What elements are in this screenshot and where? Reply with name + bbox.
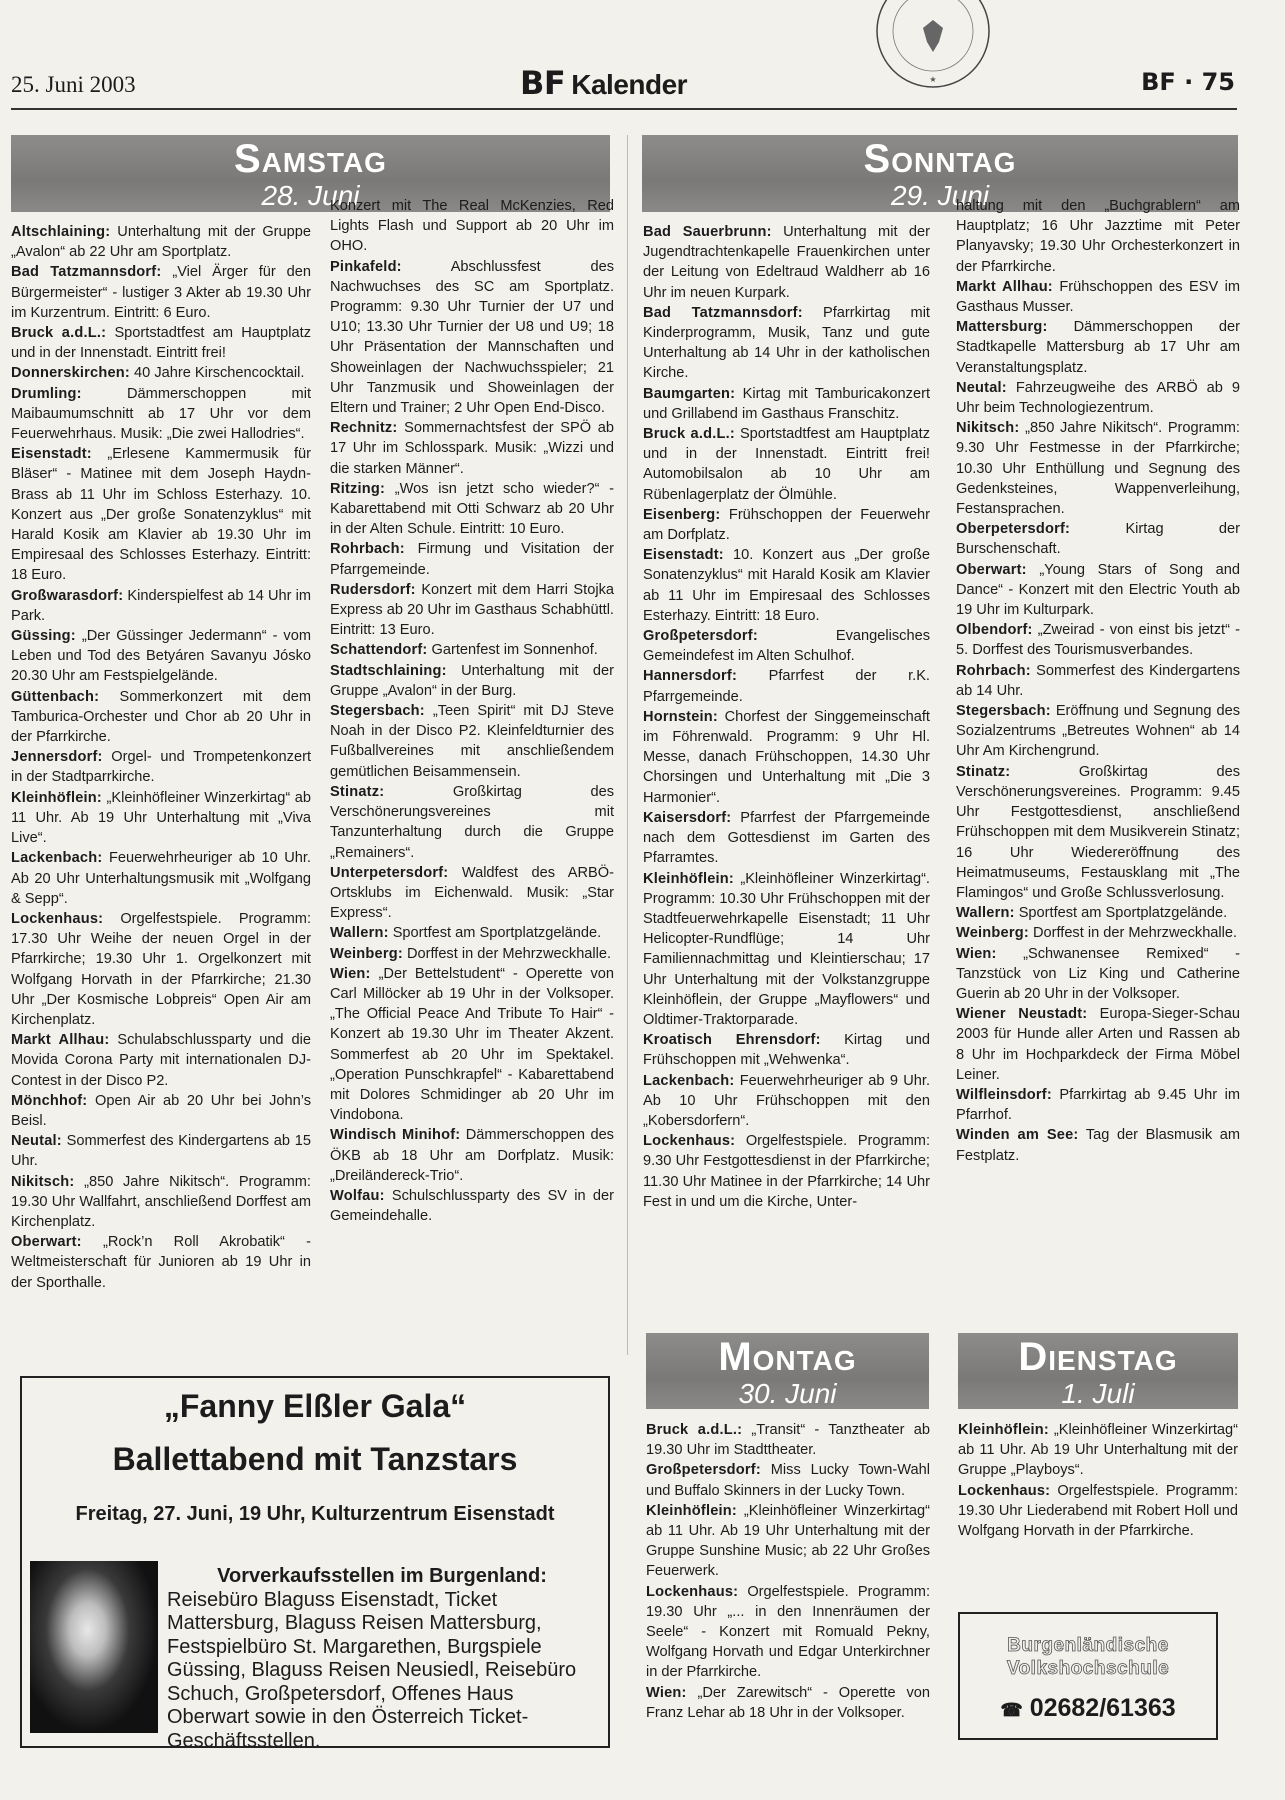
event-description: Pfarrfest der Pfarrgemeinde nach dem Gottesdienst im Garten des Pfarramtes. [643,809,930,867]
event-entry [330,640,614,660]
event-entry [11,1172,311,1233]
event-entry [11,848,311,909]
day-date: 28. Juni [261,180,360,211]
event-description: Dämmerschoppen mit Maibaumumschnitt ab 17 Uhr vor dem Feuerwehrhaus. Musik: „Die zwei Hallodries“. [11,385,311,443]
event-description: Gartenfest im Sonnenhof. [431,642,598,659]
ad-subtitle: Ballettabend mit Tanzstars [112,1441,518,1477]
event-entry [11,788,311,849]
event-description: Unterhaltung mit der Gruppe „Avalon“ ab 22 Uhr am Sportplatz. [11,224,311,261]
event-description: Chorfest der Singgemeinschaft im Föhrenwald. Programm: 9 Uhr Hl. Messe, danach Frühschoppen, 14.30 Uhr Chorsingen und Unterhaltung mit „Die 3 Harmonier“. [643,708,930,806]
event-entry [11,1232,311,1293]
event-entry [330,196,614,257]
event-place: Lackenbach: [643,1072,735,1089]
page-number: BF · 75 [1141,68,1235,96]
brand-logo: BF [520,64,566,102]
event-description: 10. Konzert aus „Der große Sonatenzyklus“ mit Harald Kosik am Klavier ab 11 Uhr im Empiresaal des Schlosses Esterhazy. Eintritt: 18 Euro. [643,547,930,624]
event-place: Rohrbach: [956,662,1031,679]
event-description: Sportstadtfest am Hauptplatz und in der Innenstadt. Eintritt frei! Automobilsalon ab 10 Uhr am Rübenlagerplatz der Ölmühle. [643,426,930,503]
event-description: Schulabschlussparty und die Movida Corona Party mit internationalen DJ-Contest in der Disco P2. [11,1032,311,1089]
event-place: Lockenhaus: [646,1583,739,1600]
day-name: Sonntag [863,137,1017,181]
event-place: Nikitsch: [11,1173,75,1190]
event-entry [956,701,1240,762]
event-entry [11,1131,311,1171]
event-place: Kroatisch Ehrensdorf: [643,1032,821,1049]
event-place: Bad Tatzmannsdorf: [11,264,162,281]
event-entry [643,1071,930,1132]
event-place: Bruck a.d.L.: [646,1422,743,1438]
event-place: Rechnitz: [330,420,398,437]
column-divider [627,135,628,1355]
day-date: 1. Juli [1061,1378,1135,1409]
event-entry [330,580,614,641]
event-place: Kleinhöflein: [646,1502,737,1519]
event-entry [956,196,1240,277]
event-place: Mönchhof: [11,1092,88,1109]
event-place: Jennersdorf: [11,749,103,766]
event-description: Großkirtag des Verschönerungsvereines. Programm: 9.45 Uhr Festgottesdienst, anschließend Frühschoppen mit dem Musikverein Stinatz; 16 Uhr Wiedereröffnung des Heimatmuseums, Festausklang mit „The Flamingos“ und Große Schlussverlosung. [956,763,1240,901]
day-date: 30. Juni [738,1378,837,1409]
event-place: Nikitsch: [956,420,1020,437]
presale-heading: Vorverkaufsstellen im Burgenland: [217,1565,547,1587]
event-description: Sommernachtsfest der SPÖ ab 17 Uhr im Schlosspark. Musik: „Wizzi und die starken Männer“. [330,420,615,477]
event-place: Wolfau: [330,1187,385,1204]
event-entry [643,808,930,869]
event-description: Feuerwehrheuriger ab 10 Uhr. Ab 20 Uhr Unterhaltungsmusik mit „Wolfgang & Sepp“. [11,850,311,907]
event-description: Orgelfestspiele. Programm: 19.30 Uhr „... in den Innenräumen der Seele“ - Konzert mit Romuald Pekny, Wolfgang Horvath und Edgar Unterkirchner in der Pfarrkirche. [646,1583,930,1681]
event-place: Kleinhöflein: [11,789,102,806]
event-description: Orgelfestspiele. Programm: 9.30 Uhr Festgottesdienst in der Pfarrkirche; 11.30 Uhr Matinee in der Pfarrkirche; 14 Uhr Fest in und um die Kirche, Unter- [643,1133,930,1210]
event-place: Großpetersdorf: [643,628,758,645]
event-entry [956,1004,1240,1085]
event-description: Großkirtag des Verschönerungsvereines mit Tanzunterhaltung durch die Gruppe „Remainers“. [330,783,614,861]
event-place: Wilfleinsdorf: [956,1086,1052,1103]
event-description: Kirtag der Burschenschaft. [956,521,1240,558]
tuesday-banner [958,1333,1238,1409]
event-place: Ritzing: [330,480,386,497]
event-entry [643,424,930,505]
event-entry [643,869,930,1031]
event-place: Lockenhaus: [11,910,104,927]
event-entry [11,363,311,383]
event-description: Feuerwehrheuriger ab 9 Uhr. Ab 10 Uhr Frühschoppen mit den „Kobersdorfern“. [643,1072,930,1129]
event-place: Eisenstadt: [11,446,92,463]
event-entry [643,303,930,384]
event-place: Wallern: [956,905,1015,922]
section-title [520,64,687,102]
event-entry [646,1582,930,1683]
event-description: 40 Jahre Kirschencocktail. [134,365,305,382]
event-description: Sportfest am Sportplatzgelände. [392,925,602,942]
event-entry [330,418,614,479]
event-entry [643,384,930,424]
event-description: Schulschlussparty des SV in der Gemeindehalle. [330,1187,614,1225]
event-entry [956,923,1240,943]
event-place: Stadtschlaining: [330,662,447,679]
event-place: Rohrbach: [330,541,405,558]
event-entry [643,1030,930,1070]
event-place: Lockenhaus: [958,1482,1051,1499]
event-entry [956,378,1240,418]
event-place: Hannersdorf: [643,668,738,685]
event-place: Winden am See: [956,1127,1079,1144]
event-place: Olbendorf: [956,622,1033,639]
event-entry [330,701,614,782]
event-description: Tag der Blasmusik am Festplatz. [956,1127,1241,1164]
event-entry [643,626,930,666]
issue-date: 25. Juni 2003 [11,72,136,97]
event-entry [330,944,614,964]
event-entry [956,317,1240,378]
event-place: Bad Tatzmannsdorf: [643,304,803,321]
event-place: Mattersburg: [956,319,1048,336]
vhs-advertisement [958,1612,1218,1740]
event-place: Donnerskirchen: [11,365,130,382]
event-place: Wiener Neustadt: [956,1006,1088,1023]
event-place: Pinkafeld: [330,258,402,275]
gala-advertisement [20,1376,610,1752]
event-description: Abschlussfest des Nachwuchses des SC am Sportplatz. Programm: 9.30 Uhr Turnier der U7 und U10; 13.30 Uhr Turnier der U8 und U9; 18 Uhr Präsentation der Mannschaften und Showeinlagen der Nachwuchsspieler; 21 Uhr Tanzmusik und Showeinlagen der Eltern und Trainer; 2 Uhr Open End-Disco. [330,258,614,417]
event-description: Orgel- und Trompetenkonzert in der Stadtparrkirche. [11,749,311,786]
event-place: Kleinhöflein: [958,1422,1049,1438]
event-place: Wien: [956,945,997,962]
event-place: Großpetersdorf: [646,1462,761,1479]
event-description: Frühschoppen der Feuerwehr am Dorfplatz. [643,506,930,544]
event-description: „Transit“ - Tanztheater ab 19.30 Uhr im Stadttheater. [646,1422,930,1459]
event-description: Sommerkonzert mit dem Tamburica-Orchester und Chor ab 20 Uhr in der Pfarrkirche. [11,688,311,746]
event-description: „Kleinhöfleiner Winzerkirtag“ ab 11 Uhr. Ab 19 Uhr Unterhaltung mit „Viva Live“. [11,789,311,847]
event-entry [956,519,1240,559]
event-place: Hornstein: [643,708,718,725]
event-place: Weinberg: [956,925,1029,942]
event-entry [11,444,311,585]
event-entry [11,323,311,363]
event-description: „Der Zarewitsch“ - Operette von Franz Lehar ab 18 Uhr in der Volksoper. [646,1684,930,1721]
event-description: „Rock’n Roll Akrobatik“ - Weltmeisterschaft für Junioren ab 19 Uhr in der Sporthalle. [11,1234,311,1291]
event-description: Pfarrkirtag mit Kinderprogramm, Musik, Tanz und gute Unterhaltung ab 14 Uhr in der katholischen Kirche. [643,304,930,382]
event-place: Oberwart: [11,1234,82,1251]
day-date: 29. Juni [890,180,990,211]
event-place: Lackenbach: [11,850,103,867]
event-entry [11,384,311,445]
event-place: Stinatz: [956,763,1011,780]
library-stamp-icon [872,0,994,92]
event-place: Unterpetersdorf: [330,864,449,881]
header-rule [11,108,1237,110]
event-entry [11,909,311,1030]
event-entry [643,505,930,545]
event-description: „Kleinhöfleiner Winzerkirtag“. Programm: 10.30 Uhr Frühschoppen mit der Stadtfeuerwehrkapelle Eisenstadt; 11 Uhr Helicopter-Rundflüge; 14 Uhr Familiennachmittag und Kleintierschau; 17 Uhr Unterhaltung mit der Volkstanzgruppe Kleinhöflein, der Gruppe „Mayflowers“ und Oldtimer-Traktorparade. [643,870,930,1028]
event-entry [11,586,311,626]
event-description: Firmung und Visitation der Pfarrgemeinde. [330,541,614,578]
event-description: Sportstadtfest am Hauptplatz und in der Innenstadt. Eintritt frei! [11,325,311,362]
day-name: Dienstag [1018,1335,1178,1379]
event-place: Kaisersdorf: [643,809,732,826]
event-entry [11,687,311,748]
event-place: Altschlaining: [11,224,111,240]
event-place: Schattendorf: [330,642,428,659]
event-description: Orgelfestspiele. Programm: 17.30 Uhr Weihe der neuen Orgel in der Pfarrkirche; 19.30 Uhr 1. Orgelkonzert mit Wolfgang Horvath in der Pfarrkirche; 21.30 Uhr „Der Kosmische Lobpreis“ Open Air am Kirchenplatz. [11,910,311,1028]
event-description: „Kleinhöfleiner Winzerkirtag“ ab 11 Uhr. Ab 19 Uhr Unterhaltung mit der Gruppe Sunshine Music; ab 22 Uhr Großes Feuerwerk. [646,1502,930,1580]
event-entry [11,1091,311,1131]
event-description: Sommerfest des Kindergartens ab 14 Uhr. [956,662,1240,699]
event-description: Unterhaltung mit der Gruppe „Avalon“ in der Burg. [330,662,614,699]
event-description: Kinderspielfest ab 14 Uhr im Park. [11,587,311,624]
event-entry [330,1125,614,1186]
event-place: Großwarasdorf: [11,587,124,604]
event-entry [958,1481,1238,1542]
event-place: Neutal: [956,379,1007,396]
event-place: Güssing: [11,628,76,645]
event-description: „850 Jahre Nikitsch“. Programm: 9.30 Uhr Festmesse in der Pfarrkirche; 10.30 Uhr Enthüllung und Segnung des Gedenksteines, Wappenverleihung, Festansprachen. [956,420,1240,518]
event-description: Evangelisches Gemeindefest im Alten Schulhof. [643,628,930,665]
event-entry [646,1501,930,1582]
event-description: Dorffest in der Mehrzweckhalle. [1032,925,1238,942]
event-place: Markt Allhau: [956,278,1053,295]
event-entry [11,262,311,323]
event-description: Pfarrfest der r.K. Pfarrgemeinde. [643,668,930,705]
ad-title: „Fanny Elßler Gala“ [163,1388,467,1424]
event-place: Wien: [330,965,371,982]
event-description: Miss Lucky Town-Wahl und Buffalo Skinners in der Lucky Town. [646,1462,930,1499]
event-entry [646,1420,930,1460]
event-entry [330,782,614,863]
event-description: „Der Bettelstudent“ - Operette von Carl Millöcker ab 19 Uhr in der Volksoper. „The Official Peace And Tribute To Hair“ - Konzert ab 19.30 Uhr im Theater Akzent. Sommerfest ab 20 Uhr im Spektakel. „Operation Punschkrapfel“ - Kabarettabend mit Dolores Schmidinger ab 20 Uhr im Vindobona. [330,965,614,1124]
event-place: Bad Sauerbrunn: [643,224,772,240]
event-description: „Teen Spirit“ mit DJ Steve Noah in der Disco P2. Kleinfeldturnier des Fußballvereines mit anschließendem gemütlichen Beisammensein. [330,703,614,780]
event-entry [646,1683,930,1723]
tuesday-column [958,1420,1238,1541]
event-place: Eisenberg: [643,506,721,523]
svg-text:★: ★ [929,75,937,84]
event-entry [956,560,1240,621]
event-place: Wien: [646,1684,687,1701]
event-entry [956,277,1240,317]
event-place: Drumling: [11,385,82,402]
ad-date-venue: Freitag, 27. Juni, 19 Uhr, Kulturzentrum Eisenstadt [75,1503,555,1525]
event-description: Open Air ab 20 Uhr bei John’s Beisl. [11,1092,312,1129]
event-description: „Zweirad - von einst bis jetzt“ - 5. Dorffest des Tourismusverbandes. [956,622,1240,659]
event-entry [330,661,614,701]
event-description: Frühschoppen des ESV im Gasthaus Musser. [956,278,1241,316]
event-place: Neutal: [11,1133,62,1150]
event-entry [958,1420,1238,1481]
event-place: Oberpetersdorf: [956,521,1071,538]
event-place: Markt Allhau: [11,1032,110,1049]
event-entry [11,222,311,262]
event-entry [330,1186,614,1226]
event-place: Lockenhaus: [643,1133,736,1150]
saturday-column-2 [330,196,614,1226]
vhs-name-line2: Volkshochschule [1006,1658,1170,1679]
event-place: Kleinhöflein: [643,870,734,887]
event-description: Konzert mit The Real McKenzies, Red Lights Flash und Support ab 20 Uhr im OHO. [330,198,614,255]
event-place: Windisch Minihof: [330,1127,461,1144]
event-place: Güttenbach: [11,688,100,705]
event-description: Sommerfest des Kindergartens ab 15 Uhr. [11,1133,311,1170]
event-entry [643,545,930,626]
sunday-column-1 [643,222,930,1212]
event-entry [330,923,614,943]
event-description: „850 Jahre Nikitsch“. Programm: 19.30 Uhr Wallfahrt, anschließend Dorffest am Kirchenplatz. [11,1173,311,1230]
vhs-name-line1: Burgenländische [1007,1635,1169,1656]
event-entry [646,1460,930,1500]
event-place: Baumgarten: [643,385,736,402]
event-place: Eisenstadt: [643,547,724,564]
event-description: „Schwanensee Remixed“ - Tanzstück von Liz King und Catherine Guerin ab 20 Uhr in der Volksoper. [956,945,1240,1002]
event-description: Konzert mit dem Harri Stojka Express ab 20 Uhr im Gasthaus Schabhüttl. Eintritt: 13 Euro. [330,581,614,639]
event-entry [330,964,614,1126]
event-entry [330,257,614,419]
event-description: Dorffest in der Mehrzweckhalle. [406,945,612,962]
event-entry [956,661,1240,701]
event-entry [11,626,311,687]
monday-column [646,1420,930,1723]
event-entry [643,1131,930,1212]
event-description: Fahrzeugweihe des ARBÖ ab 9 Uhr beim Technologiezentrum. [956,379,1240,417]
event-entry [956,903,1240,923]
event-description: „Erlesene Kammermusik für Bläser“ - Matinee mit dem Joseph Haydn-Brass ab 11 Uhr im Schloss Esterhazy. 10. Konzert aus „Der große Sonatenzyklus“ mit Harald Kosik am Klavier ab 19.30 Uhr im Empiresaal des Schlosses Esterhazy. Eintritt: 18 Euro. [11,446,311,584]
event-place: Stegersbach: [956,703,1051,720]
sunday-column-2 [956,196,1240,1166]
event-entry [956,418,1240,519]
saturday-column-1 [11,222,311,1293]
event-description: Unterhaltung mit der Jugendtrachtenkapelle Frauenkirchen unter der Leitung von Edeltraud Waldherr ab 16 Uhr im neuen Kurpark. [643,224,930,301]
event-description: Orgelfestspiele. Programm: 19.30 Uhr Liederabend mit Robert Holl und Wolfgang Horvath in der Pfarrkirche. [958,1482,1238,1540]
event-entry [956,944,1240,1005]
event-place: Bruck a.d.L.: [643,426,735,443]
event-entry [643,666,930,706]
event-entry [956,762,1240,903]
presale-text: Reisebüro Blaguss Eisenstadt, Ticket Mattersburg, Blaguss Reisen Mattersburg, Festspielbüro St. Margarethen, Burgspiele Güssing, Blaguss Reisen Neusiedl, Reisebüro Schuch, Großpetersdorf, Offenes Haus Oberwart sowie in den Österreich Ticket-Geschäftsstellen. [167,1588,577,1752]
event-description: „Young Stars of Song and Dance“ - Konzert mit den Electric Youth ab 19 Uhr im Kulturpark. [956,561,1240,619]
event-place: Stinatz: [330,783,385,800]
event-entry [330,539,614,579]
event-entry [956,1125,1240,1165]
event-entry [956,620,1240,660]
event-entry [643,707,930,808]
day-name: Samstag [234,137,387,181]
event-description: Kirtag mit Tamburicakonzert und Grillabend im Gasthaus Franschitz. [643,385,930,422]
phone-icon: ☎ [1000,1700,1023,1720]
event-description: Eröffnung und Segnung des Sozialzentrums „Betreutes Wohnen“ ab 14 Uhr Am Kirchengrund. [956,703,1240,760]
event-description: „Viel Ärger für den Bürgermeister“ - lustiger 3 Akter ab 19.30 Uhr im Kurzentrum. Eintritt: 6 Euro. [11,264,311,321]
ballet-dancer-photo [30,1561,158,1733]
event-description: „Kleinhöfleiner Winzerkirtag“ ab 11 Uhr. Ab 19 Uhr Unterhaltung mit der Gruppe „Playboys“. [958,1422,1238,1479]
vhs-phone: 02682/61363 [1029,1694,1176,1722]
event-description: haltung mit den „Buchgrablern“ am Hauptplatz; 16 Uhr Jazztime mit Peter Planyavsky; 19.30 Uhr Orchesterkonzert in der Pfarrkirche. [956,198,1240,275]
section-name: Kalender [571,69,688,100]
day-name: Montag [718,1335,857,1379]
event-entry [330,863,614,924]
event-place: Weinberg: [330,945,403,962]
event-description: „Der Güssinger Jedermann“ - vom Leben und Tod des Betyáren Savanyu Jósko 20.30 Uhr am Festspielgelände. [11,628,311,685]
event-description: Pfarrkirtag ab 9.45 Uhr im Pfarrhof. [956,1086,1240,1124]
event-place: Rudersdorf: [330,581,416,598]
event-description: Dämmerschoppen des ÖKB ab 18 Uhr am Dorfplatz. Musik: „Dreiländereck-Trio“. [330,1127,614,1184]
event-description: „Wos isn jetzt scho wieder?“ - Kabarettabend mit Otti Schwarz ab 20 Uhr in der Alten Schule. Eintritt: 10 Euro. [330,480,614,538]
event-place: Stegersbach: [330,703,425,720]
event-description: Europa-Sieger-Schau 2003 für Hunde aller Arten und Rassen ab 8 Uhr im Hochparkdeck der Firma Möbel Leiner. [956,1006,1240,1083]
event-place: Oberwart: [956,561,1027,578]
event-place: Bruck a.d.L.: [11,325,107,342]
event-description: Kirtag und Frühschoppen mit „Wehwenka“. [643,1032,930,1069]
event-entry [11,1030,311,1091]
event-entry [643,222,930,303]
event-place: Wallern: [330,925,389,942]
event-entry [330,479,614,540]
event-description: Waldfest des ARBÖ-Ortsklubs im Eichenwald. Musik: „Star Express“. [330,864,614,922]
event-description: Dämmerschoppen der Stadtkapelle Mattersburg ab 17 Uhr am Veranstaltungsplatz. [956,319,1240,376]
event-entry [11,747,311,787]
event-entry [956,1085,1240,1125]
ad-presale [167,1565,597,1753]
monday-banner [646,1333,929,1409]
event-description: Sportfest am Sportplatzgelände. [1018,905,1228,922]
